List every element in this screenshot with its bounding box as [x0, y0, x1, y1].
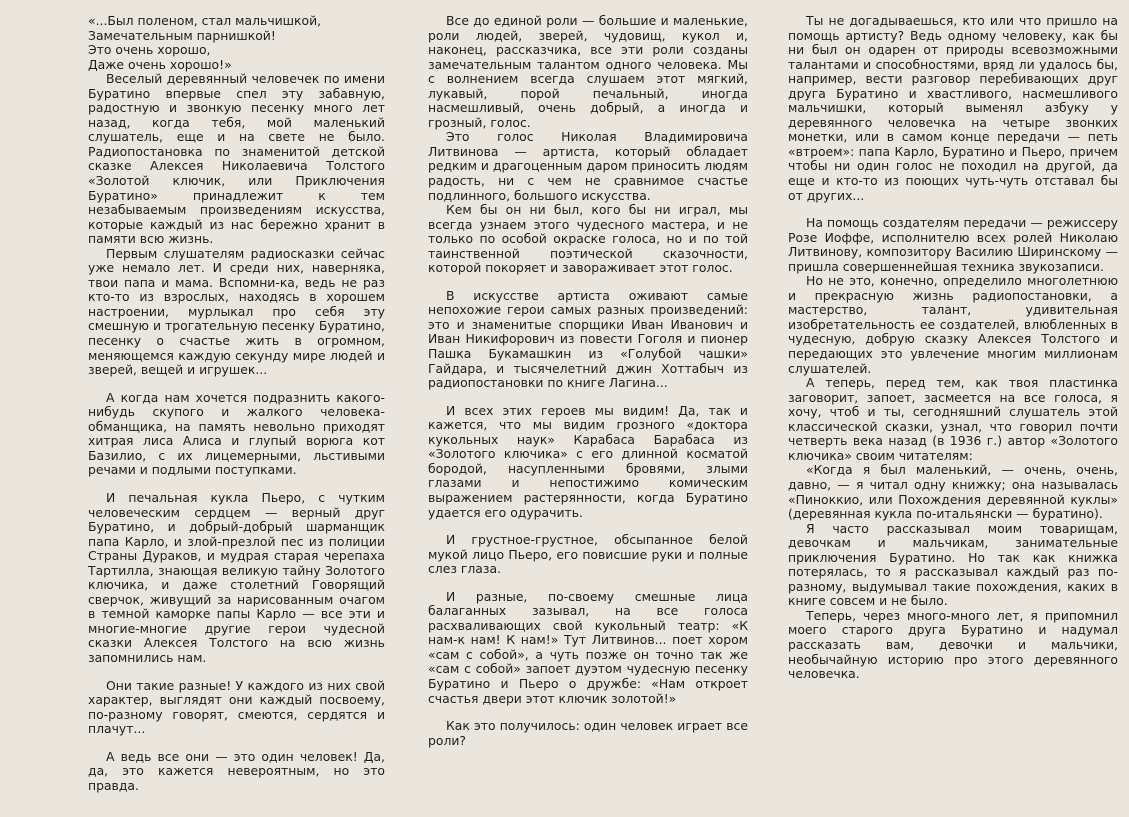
paragraph: И грустное-грустное, обсыпанное белой мукой лицо Пьеро, его повисшие руки и полные слез глаза. [428, 532, 748, 577]
paragraph: В искусстве артиста оживают самые непохожие герои самых разных произведений: это и знаменитые спорщики Иван Иванович и Иван Никифорович из повести Гоголя и пионер Пашка Букамашкин из «Голубой чашки» Гайдара, и тысячелетний джин Хоттабыч из радиопостановки по книге Лагина... [428, 287, 748, 391]
paragraph: Веселый деревянный человечек по имени Буратино впервые спел эту забавную, радостную и звонкую песенку много лет назад, когда тебя, мой маленький слушатель, еще и на свете не было. Радиопостановка по знаменитой детской сказке Алексея Николаевича Толстого «Золотой ключик, или Приключения Буратино» принадлежит к тем незабываемым произведениям искусства, которые каждый из нас бережно хранит в памяти всю жизнь. [88, 71, 385, 247]
column-1 [88, 14, 385, 806]
paragraph: А когда нам хочется подразнить какого-нибудь скупого и жалкого человека-обманщика, на память невольно приходят хитрая лиса Алиса и глупый ворюга кот Базилио, с их лицемерными, льстивыми речами и подлыми поступками. [88, 389, 385, 478]
paragraph: И печальная кукла Пьеро, с чутким человеческим сердцем — верный друг Буратино, и добрый-добрый шарманщик папа Карло, и злой-презлой пес из полиции Страны Дураков, и мудрая старая черепаха Тартилла, знающая великую тайну Золотого ключика, и даже столетний Говорящий сверчок, живущий за нарисованным очагом в темной каморке папы Карло — все эти и многие-многие другие герои чудесной сказки Алексея Толстого на всю жизнь запомнились нам. [88, 489, 385, 665]
paragraph: Первым слушателям радиосказки сейчас уже немало лет. И среди них, наверняка, твои папа и мама. Вспомни-ка, ведь не раз кто-то из взрослых, находясь в хорошем настроении, мурлыкал про себя эту смешную и трогательную песенку Буратино, песенку о счастье жить в огромном, меняющемся каждую секунду мире людей и зверей, вещей и игрушек... [88, 245, 385, 378]
paragraph: А теперь, перед тем, как твоя пластинка заговорит, запоет, засмеется на все голоса, я хочу, чтоб и ты, сегодняшний слушатель этой классической сказки, узнал, что говорил почти четверть века назад (в 1936 г.) автор «Золотого ключика» своим читателям: [788, 375, 1118, 463]
column-2 [428, 14, 748, 761]
paragraph: И всех этих героев мы видим! Да, так и кажется, что мы видим грозного «доктора кукольных наук» Карабаса Барабаса из «Золотого ключика» с его длинной косматой бородой, насупленными бровями, злыми глазами и непостижимо комическим выражением растерянности, когда Буратино удается его одурачить. [428, 402, 748, 520]
paragraph: А ведь все они — это один человек! Да, да, это кажется невероятным, но это правда. [88, 748, 385, 793]
paragraph: Кем бы он ни был, кого бы ни играл, мы всегда узнаем этого чудесного мастера, и не только по особой окраске голоса, но и по той таинственной поэтической сказочности, которой покоряет и завораживает этот голос. [428, 202, 748, 276]
paragraph: Теперь, через много-много лет, я припомнил моего старого друга Буратино и надумал рассказать вам, девочки и мальчики, необычайную историю про этого деревянного человечка. [788, 607, 1118, 682]
verse-line: Это очень хорошо, [88, 42, 211, 58]
paragraph: И разные, по-своему смешные лица балаганных зазывал, на все голоса расхваливающих свой кукольный театр: «К нам-к нам! К нам!» Тут Литвинов... поет хором «сам с собой», а чуть позже он точно так же «сам с собой» запоет дуэтом чудесную песенку Буратино и Пьеро о дружбе: «Нам откроет счастья двери этот ключик золотой!» [428, 588, 748, 706]
paragraph: Ты не догадываешься, кто или что пришло на помощь артисту? Ведь одному человеку, как бы ни был он одарен от природы всевозможными талантами и способностями, вряд ли удалось бы, например, вести разговор перебивающих друг друга Буратино и хвастливого, насмешливого мальчишки, который выменял азбуку у деревянного человечка на четыре звонких монетки, или в самом конце передачи — петь «втроем»: папа Карло, Буратино и Пьеро, причем чтобы ни один голос не походил на другой, да еще и кто-то из поющих чуть-чуть отставал бы от других... [788, 13, 1118, 203]
paragraph: Я часто рассказывал моим товарищам, девочкам и мальчикам, занимательные приключения Буратино. Но так как книжка потерялась, то я рассказывал каждый раз по-разному, выдумывал такие похождения, каких в книге совсем и не было. [788, 520, 1118, 609]
paragraph: Это голос Николая Владимировича Литвинова — артиста, который обладает редким и драгоценным даром приносить людям радость, ни с чем не сравнимое счастье подлинного, большого искусства. [428, 129, 748, 203]
paragraph: На помощь создателям передачи — режиссеру Розе Иоффе, исполнителю всех ролей Николаю Литвинову, композитору Василию Ширинскому — пришла совершеннейшая техника звукозаписи. [788, 215, 1118, 274]
verse-line: Замечательным парнишкой! [88, 27, 276, 43]
paragraph: Но не это, конечно, определило многолетнюю и прекрасную жизнь радиопостановки, а мастерство, талант, удивительная изобретательность ее создателей, влюбленных в чудесную, добрую сказку Алексея Толстого и передающих это увлечение многим миллионам слушателей. [788, 273, 1118, 376]
paragraph: «Когда я был маленький, — очень, очень, давно, — я читал одну книжку; она называлась «Пиноккио, или Похождения деревянной куклы» (деревянная кукла по-итальянски — буратино). [788, 462, 1118, 522]
column-3 [788, 14, 1118, 682]
paragraph: Как это получилось: один человек играет все роли? [428, 718, 748, 748]
verse-line: Даже очень хорошо!» [88, 56, 232, 72]
paragraph: Все до единой роли — большие и маленькие, роли людей, зверей, чудовищ, кукол и, наконец, рассказчика, все эти роли созданы замечательным талантом одного человека. Мы с волнением всегда слушаем этот мягкий, лукавый, порой печальный, иногда насмешливый, очень добрый, а иногда и грозный, голос. [428, 13, 748, 130]
paragraph: Они такие разные! У каждого из них свой характер, выглядят они каждый посвоему, по-разному говорят, смеются, сердятся и плачут... [88, 677, 385, 737]
verse-line: «...Был поленом, стал мальчишкой, [88, 13, 322, 28]
